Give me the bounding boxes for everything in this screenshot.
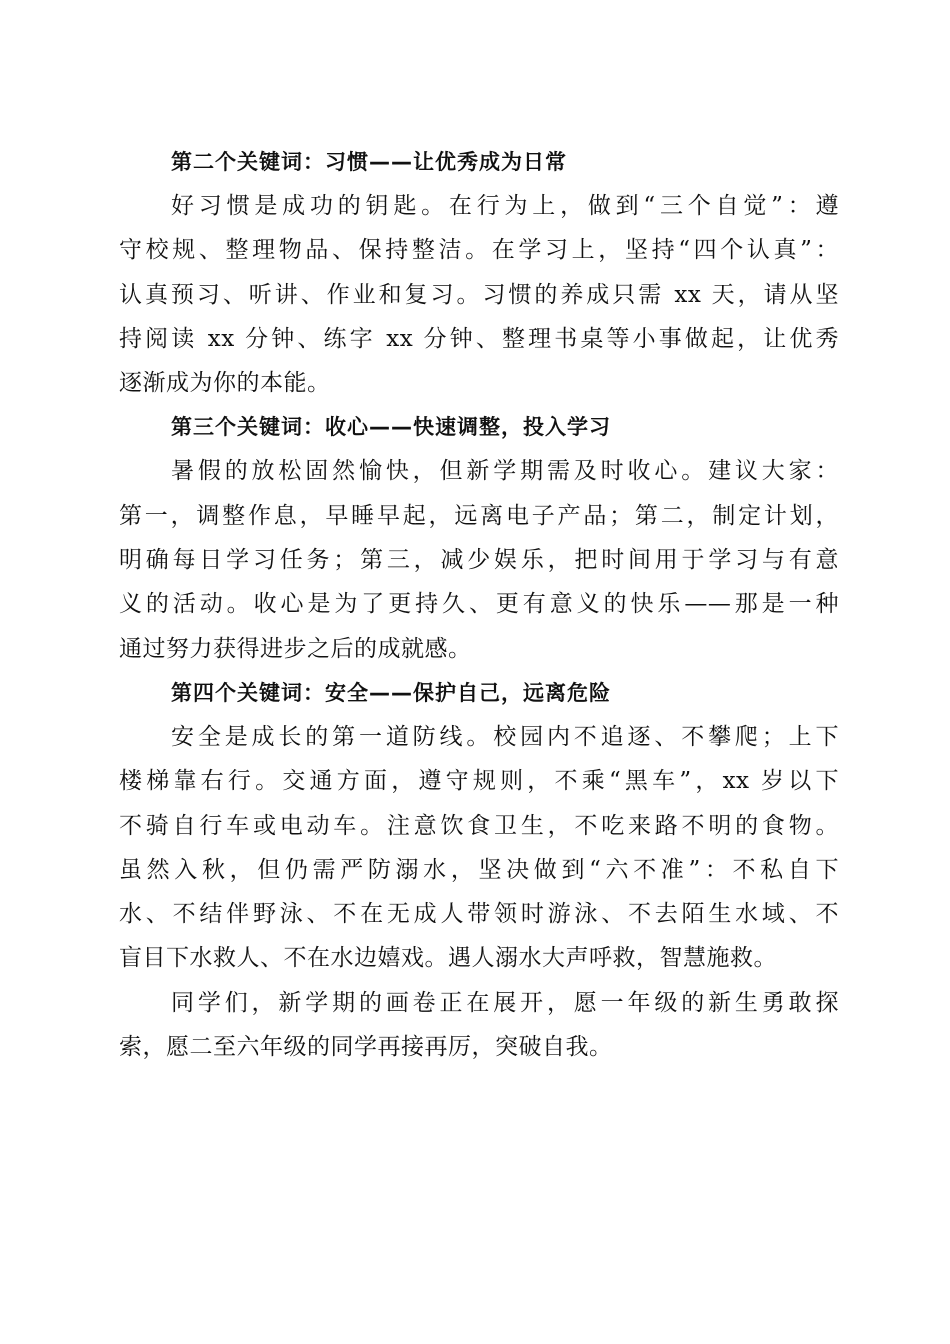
paragraph-habit <box>119 184 839 405</box>
paragraph-focus <box>119 449 839 670</box>
paragraph-line: 楼梯靠右行。交通方面，遵守规则，不乘“黑车”，xx 岁以下 <box>119 768 839 795</box>
paragraph-line: 认真预习、听讲、作业和复习。习惯的养成只需 xx 天，请从坚 <box>119 281 839 308</box>
section-heading-focus: 第三个关键词：收心——快速调整，投入学习 <box>171 415 611 440</box>
document-page <box>119 140 839 1069</box>
paragraph-safety <box>119 715 839 981</box>
paragraph-line: 虽然入秋，但仍需严防溺水，坚决做到“六不准”：不私自下 <box>119 856 839 883</box>
paragraph-line: 持阅读 xx 分钟、练字 xx 分钟、整理书桌等小事做起，让优秀 <box>119 325 839 352</box>
paragraph-line: 安全是成长的第一道防线。校园内不追逐、不攀爬；上下 <box>171 723 839 750</box>
paragraph-line: 第一，调整作息，早睡早起，远离电子产品；第二，制定计划， <box>119 502 839 529</box>
section-heading-habit: 第二个关键词：习惯——让优秀成为日常 <box>171 150 567 174</box>
paragraph-line: 水、不结伴野泳、不在无成人带领时游泳、不去陌生水域、不 <box>119 901 839 928</box>
paragraph-line: 明确每日学习任务；第三，减少娱乐，把时间用于学习与有意 <box>119 547 839 574</box>
paragraph-line: 同学们，新学期的画卷正在展开，愿一年级的新生勇敢探 <box>171 989 839 1016</box>
paragraph-line: 守校规、整理物品、保持整洁。在学习上，坚持“四个认真”： <box>119 237 839 264</box>
paragraph-closing <box>119 981 839 1070</box>
paragraph-line: 义的活动。收心是为了更持久、更有意义的快乐——那是一种 <box>119 591 839 618</box>
paragraph-line: 好习惯是成功的钥匙。在行为上，做到“三个自觉”：遵 <box>171 193 839 219</box>
paragraph-line: 通过努力获得进步之后的成就感。 <box>119 635 472 662</box>
section-heading-safety: 第四个关键词：安全——保护自己，远离危险 <box>171 680 611 705</box>
paragraph-line: 盲目下水救人、不在水边嬉戏。遇人溺水大声呼救，智慧施救。 <box>119 945 777 972</box>
paragraph-line: 暑假的放松固然愉快，但新学期需及时收心。建议大家： <box>171 458 839 485</box>
paragraph-line: 逐渐成为你的本能。 <box>119 370 331 397</box>
paragraph-line: 不骑自行车或电动车。注意饮食卫生，不吃来路不明的食物。 <box>119 812 839 839</box>
paragraph-line: 索，愿二至六年级的同学再接再厉，突破自我。 <box>119 1034 613 1061</box>
